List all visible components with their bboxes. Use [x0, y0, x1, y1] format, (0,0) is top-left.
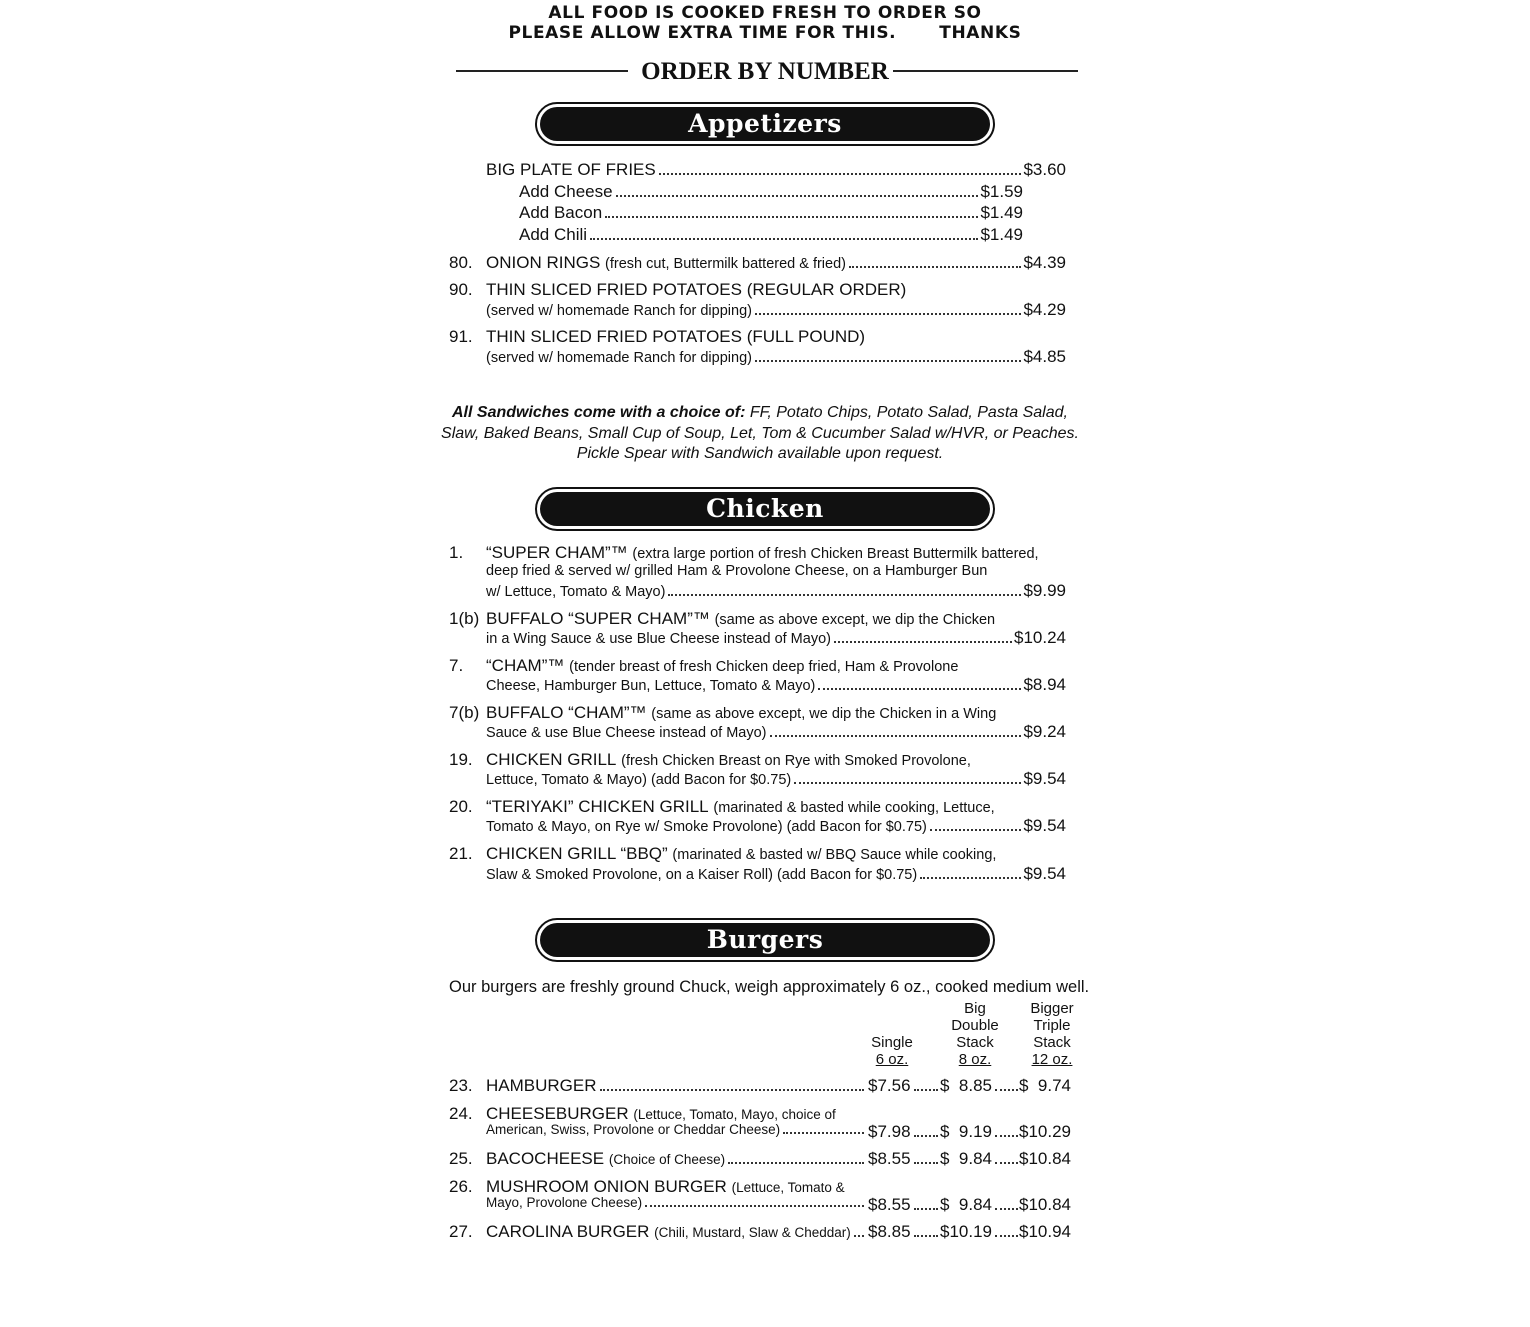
item-name: “SUPER CHAM”™	[486, 543, 628, 562]
item-name: BACOCHEESE	[486, 1149, 605, 1168]
item-number: 26.	[449, 1177, 473, 1196]
price-triple: $10.84	[1019, 1195, 1071, 1214]
item-desc: (same as above except, we dip the Chicken	[714, 612, 996, 628]
column-header-line: Double	[951, 1017, 999, 1034]
item-number: 24.	[449, 1104, 473, 1123]
list-item	[486, 300, 1066, 320]
list-item	[519, 225, 1023, 245]
item-name: Add Bacon	[519, 203, 603, 222]
item-desc: (served w/ homemade Ranch for dipping)	[486, 350, 752, 366]
price-double: $ 8.85	[940, 1076, 992, 1095]
item-desc: (marinated & basted while cooking, Lettuce,	[713, 800, 995, 816]
column-header-single	[862, 1000, 922, 1068]
burgers-intro: Our burgers are freshly ground Chuck, weigh approximately 6 oz., cooked medium well.	[449, 978, 1090, 996]
appetizers-banner	[535, 102, 995, 146]
price-cell	[940, 1222, 1020, 1242]
item-number: 90.	[449, 280, 473, 299]
item-name: BUFFALO “SUPER CHAM”™	[486, 609, 710, 628]
item-name: HAMBURGER	[486, 1076, 597, 1095]
item-number: 1(b)	[449, 609, 480, 628]
burgers-title: Burgers	[540, 923, 990, 957]
item-name: CAROLINA BURGER	[486, 1222, 650, 1241]
item-number: 91.	[449, 327, 473, 346]
divider-left	[456, 70, 628, 72]
item-price: $1.59	[980, 182, 1023, 201]
item-desc: (served w/ homemade Ranch for dipping)	[486, 303, 752, 319]
item-name: “TERIYAKI” CHICKEN GRILL	[486, 797, 709, 816]
item-price: $1.49	[980, 225, 1023, 244]
item-price: $10.24	[1014, 628, 1066, 647]
price-cell	[868, 1122, 940, 1142]
item-number: 19.	[449, 750, 473, 769]
list-item	[486, 628, 1066, 648]
price-cell	[940, 1122, 1020, 1142]
item-desc: (extra large portion of fresh Chicken Breast Buttermilk battered,	[632, 546, 1039, 562]
price-triple: $10.29	[1019, 1122, 1071, 1141]
list-item	[486, 816, 1066, 836]
item-desc: Lettuce, Tomato & Mayo) (add Bacon for $0.75)	[486, 772, 792, 788]
table-row	[486, 1195, 866, 1211]
item-desc: (marinated & basted w/ BBQ Sauce while cooking,	[672, 847, 997, 863]
item-title-line	[486, 543, 1039, 563]
item-desc: Cheese, Hamburger Bun, Lettuce, Tomato & Mayo)	[486, 678, 816, 694]
price-single: $8.85	[868, 1222, 911, 1241]
item-price: $8.94	[1023, 675, 1066, 694]
item-desc: (Lettuce, Tomato &	[731, 1180, 845, 1195]
list-item	[486, 769, 1066, 789]
table-row	[486, 1222, 866, 1242]
list-item	[519, 182, 1023, 202]
item-desc: (tender breast of fresh Chicken deep fried, Ham & Provolone	[569, 659, 959, 675]
item-desc: (fresh cut, Buttermilk battered & fried)	[605, 256, 846, 272]
column-header-line: Big	[964, 1000, 986, 1017]
list-item	[486, 722, 1066, 742]
sandwich-note	[440, 403, 1080, 465]
price-double: $10.19	[940, 1222, 992, 1241]
item-desc: in a Wing Sauce & use Blue Cheese instead of Mayo)	[486, 631, 831, 647]
item-price: $4.85	[1023, 347, 1066, 366]
item-desc: Mayo, Provolone Cheese)	[486, 1195, 643, 1210]
item-name: “CHAM”™	[486, 656, 565, 675]
item-desc: Tomato & Mayo, on Rye w/ Smoke Provolone) (add Bacon for $0.75)	[486, 819, 927, 835]
burgers-banner	[535, 918, 995, 962]
list-item	[486, 675, 1066, 695]
price-cell	[868, 1076, 940, 1096]
item-price: $1.49	[980, 203, 1023, 222]
item-title-line	[486, 797, 995, 817]
price-double: $ 9.19	[940, 1122, 992, 1141]
item-number: 25.	[449, 1149, 473, 1168]
item-desc: American, Swiss, Provolone or Cheddar Cheese)	[486, 1122, 781, 1137]
column-header-line	[862, 1000, 922, 1017]
item-title-line	[486, 656, 958, 676]
column-header-line	[862, 1017, 922, 1034]
item-title-line	[486, 1177, 845, 1197]
table-row	[486, 1076, 866, 1096]
column-header-line: Triple	[1033, 1017, 1071, 1034]
list-item	[486, 347, 1066, 367]
item-title-line	[486, 609, 995, 629]
item-price: $9.54	[1023, 816, 1066, 835]
item-desc: (same as above except, we dip the Chicken in a Wing	[651, 706, 997, 722]
notice-line-2	[0, 23, 1530, 43]
column-header-size: 8 oz.	[958, 1051, 992, 1068]
item-name: THIN SLICED FRIED POTATOES (FULL POUND)	[486, 327, 866, 346]
price-double: $ 9.84	[940, 1149, 992, 1168]
item-title-line	[486, 703, 996, 723]
item-number: 80.	[449, 253, 473, 272]
price-cell	[868, 1149, 940, 1169]
column-header-line: Single	[871, 1034, 913, 1051]
notice-thanks: THANKS	[939, 23, 1022, 43]
list-item	[486, 253, 1066, 273]
chicken-banner	[535, 487, 995, 531]
item-price: $9.54	[1023, 864, 1066, 883]
column-header-line: Bigger	[1030, 1000, 1074, 1017]
price-single: $8.55	[868, 1149, 911, 1168]
item-number: 23.	[449, 1076, 473, 1095]
item-title-line	[486, 750, 971, 770]
item-number: 27.	[449, 1222, 473, 1241]
item-name: CHICKEN GRILL “BBQ”	[486, 844, 668, 863]
item-name: BIG PLATE OF FRIES	[486, 160, 656, 179]
price-cell	[940, 1076, 1020, 1096]
price-cell	[940, 1149, 1020, 1169]
item-number: 20.	[449, 797, 473, 816]
column-header-triple	[1022, 1000, 1082, 1068]
item-name: MUSHROOM ONION BURGER	[486, 1177, 727, 1196]
item-desc: Sauce & use Blue Cheese instead of Mayo)	[486, 725, 767, 741]
price-cell	[868, 1195, 940, 1215]
notice-line-1: ALL FOOD IS COOKED FRESH TO ORDER SO	[548, 3, 982, 23]
chicken-title: Chicken	[540, 492, 990, 526]
sandwich-note-bold: All Sandwiches come with a choice of:	[452, 404, 746, 421]
column-header-line: Stack	[1033, 1034, 1071, 1051]
column-header-double	[945, 1000, 1005, 1068]
item-title-line	[486, 844, 996, 864]
price-triple: $10.84	[1019, 1149, 1071, 1168]
column-header-size: 6 oz.	[875, 1051, 909, 1068]
item-desc: (Choice of Cheese)	[608, 1152, 726, 1167]
item-price: $9.99	[1023, 581, 1066, 600]
list-item	[486, 160, 1066, 180]
sandwich-note-text-1: FF, Potato Chips, Potato Salad, Pasta Salad,	[749, 404, 1068, 421]
item-name: Add Cheese	[519, 182, 613, 201]
item-number: 7.	[449, 656, 464, 675]
price-single: $7.56	[868, 1076, 911, 1095]
item-desc: Slaw & Smoked Provolone, on a Kaiser Roll) (add Bacon for $0.75)	[486, 867, 918, 883]
item-name: CHICKEN GRILL	[486, 750, 617, 769]
item-name: CHEESEBURGER	[486, 1104, 629, 1123]
item-price: $4.39	[1023, 253, 1066, 272]
item-title-line	[486, 1104, 836, 1124]
item-name: BUFFALO “CHAM”™	[486, 703, 647, 722]
appetizers-title: Appetizers	[540, 107, 990, 141]
sandwich-note-text-3: Pickle Spear with Sandwich available upon request.	[576, 445, 944, 462]
item-price: $4.29	[1023, 300, 1066, 319]
item-number: 21.	[449, 844, 473, 863]
item-price: $9.54	[1023, 769, 1066, 788]
price-single: $8.55	[868, 1195, 911, 1214]
price-triple: $10.94	[1019, 1222, 1071, 1241]
sandwich-note-text-2: Slaw, Baked Beans, Small Cup of Soup, Let, Tom & Cucumber Salad w/HVR, or Peaches.	[441, 424, 1079, 442]
item-price: $9.24	[1023, 722, 1066, 741]
item-desc: deep fried & served w/ grilled Ham & Provolone Cheese, on a Hamburger Bun	[486, 563, 988, 579]
price-cell	[940, 1195, 1020, 1215]
notice-text: PLEASE ALLOW EXTRA TIME FOR THIS.	[508, 23, 897, 43]
item-desc: (fresh Chicken Breast on Rye with Smoked Provolone,	[621, 753, 971, 769]
item-desc: (Lettuce, Tomato, Mayo, choice of	[633, 1107, 836, 1122]
item-desc: w/ Lettuce, Tomato & Mayo)	[486, 584, 666, 600]
price-single: $7.98	[868, 1122, 911, 1141]
list-item	[486, 581, 1066, 601]
list-item	[519, 203, 1023, 223]
item-number: 1.	[449, 543, 464, 562]
item-name: ONION RINGS	[486, 253, 601, 272]
column-header-size: 12 oz.	[1031, 1051, 1073, 1068]
item-name: Add Chili	[519, 225, 588, 244]
column-header-line: Stack	[956, 1034, 994, 1051]
table-row	[486, 1122, 866, 1138]
price-triple: $ 9.74	[1019, 1076, 1071, 1095]
item-price: $3.60	[1023, 160, 1066, 179]
price-cell	[868, 1222, 940, 1242]
table-row	[486, 1149, 866, 1169]
divider-right	[893, 70, 1078, 72]
order-by-number-heading: ORDER BY NUMBER	[641, 58, 889, 85]
item-number: 7(b)	[449, 703, 480, 722]
item-name: THIN SLICED FRIED POTATOES (REGULAR ORDER)	[486, 280, 907, 299]
item-desc: (Chili, Mustard, Slaw & Cheddar)	[654, 1225, 851, 1240]
list-item	[486, 864, 1066, 884]
price-double: $ 9.84	[940, 1195, 992, 1214]
